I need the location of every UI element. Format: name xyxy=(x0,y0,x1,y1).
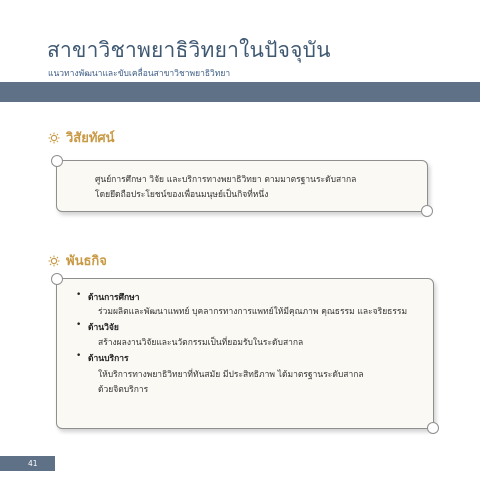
mission-item-text: ให้บริการทางพยาธิวิทยาที่ทันสมัย มีประสิทธิภาพ ได้มาตรฐานระดับสากล xyxy=(98,370,364,380)
mission-item-text: สร้างผลงานวิจัยและนวัตกรรมเป็นที่ยอมรับในระดับสากล xyxy=(98,338,304,348)
sun-ornament-icon xyxy=(48,255,60,267)
vision-heading xyxy=(48,127,115,148)
vision-text-line-2: โดยยึดถือประโยชน์ของเพื่อนมนุษย์เป็นกิจที่หนึ่ง xyxy=(95,190,269,200)
mission-item-text: ร่วมผลิตและพัฒนาแพทย์ บุคลากรทางการแพทย์ให้มีคุณภาพ คุณธรรม และจริยธรรม xyxy=(98,307,408,317)
sun-ornament-icon xyxy=(48,132,60,144)
mission-heading-text: พันธกิจ xyxy=(66,254,107,269)
bullet-icon: • xyxy=(76,320,82,330)
mission-heading xyxy=(48,250,107,271)
mission-item-title: ด้านบริการ xyxy=(88,354,129,364)
bullet-icon: • xyxy=(76,290,82,300)
mission-item-title: ด้านการศึกษา xyxy=(88,293,140,303)
header-band xyxy=(0,82,480,102)
page-subtitle: แนวทางพัฒนาและขับเคลื่อนสาขาวิชาพยาธิวิทยา xyxy=(48,69,231,79)
bullet-icon: • xyxy=(76,351,82,361)
vision-text-line-1: ศูนย์การศึกษา วิจัย และบริการทางพยาธิวิทยา ตามมาตรฐานระดับสากล xyxy=(95,175,357,185)
vision-heading-text: วิสัยทัศน์ xyxy=(66,131,115,146)
page-number: 41 xyxy=(28,459,38,468)
mission-item-title: ด้านวิจัย xyxy=(88,323,119,333)
page-title: สาขาวิชาพยาธิวิทยาในปัจจุบัน xyxy=(47,38,331,62)
mission-item-text: ด้วยจิตบริการ xyxy=(98,385,149,395)
vision-box xyxy=(56,160,428,212)
